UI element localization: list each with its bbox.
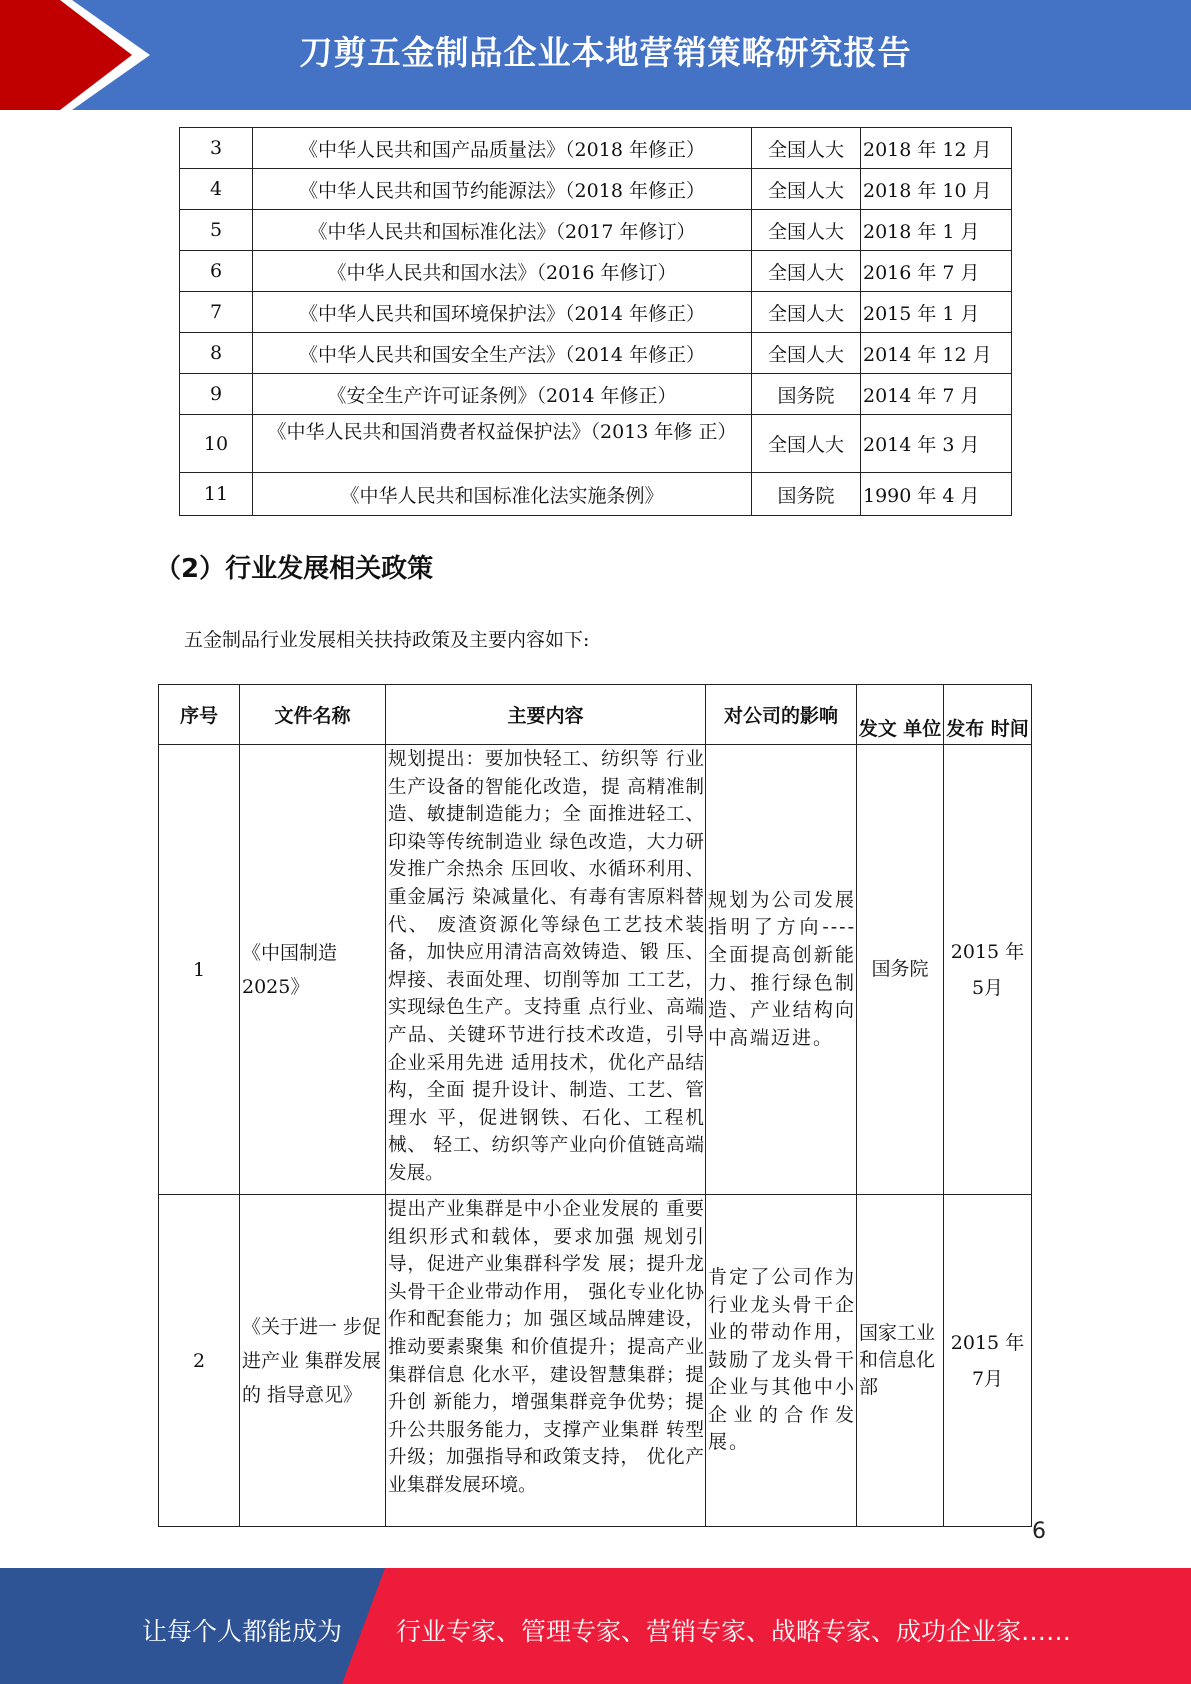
law-name: 《中华人民共和国水法》（2016 年修订）	[253, 251, 752, 292]
page-number: 6	[1032, 1519, 1046, 1544]
issuing-body: 全国人大	[752, 415, 861, 473]
issuing-body: 国务院	[752, 473, 861, 516]
footer-slogan-left: 让每个人都能成为	[142, 1617, 343, 1646]
release-date: 2015 年 7月	[944, 1195, 1032, 1527]
issuing-body: 国务院	[857, 745, 944, 1195]
law-name: 《中华人民共和国节约能源法》（2018 年修正）	[253, 169, 752, 210]
law-name: 《中华人民共和国环境保护法》（2014 年修正）	[253, 292, 752, 333]
table-row	[180, 210, 1012, 251]
table-row	[180, 473, 1012, 516]
row-number: 2	[159, 1195, 240, 1527]
effective-date: 2015 年 1 月	[861, 292, 1012, 333]
table-header-row	[159, 685, 1032, 745]
header-content: 主要内容	[386, 685, 706, 745]
header-org: 发文 单位	[857, 685, 944, 745]
law-name: 《中华人民共和国安全生产法》（2014 年修正）	[253, 333, 752, 374]
effective-date: 2018 年 10 月	[861, 169, 1012, 210]
table-row	[180, 415, 1012, 473]
policy-content: 规划提出：要加快轻工、纺织等 行业生产设备的智能化改造，提 高精准制造、敏捷制造能力；全 面推进轻工、印染等传统制造业 绿色改造，大力研发推广余热余 压回收、水循环利用、重金属污 染减量化、有毒有害原料替代、 废渣资源化等绿色工艺技术装备，加快应用清洁高效铸造、锻 压、焊接、表面处理、切削等加 工工艺，实现绿色生产。支持重 点行业、高端产品、关键环节进行技术改造，引导企业采用先进 适用技术，优化产品结构，全面 提升设计、制造、工艺、管理水 平，促进钢铁、石化、工程机械、 轻工、纺织等产业向价值链高端 发展。	[386, 745, 706, 1195]
effective-date: 2016 年 7 月	[861, 251, 1012, 292]
document-title: 刀剪五金制品企业本地营销策略研究报告	[299, 33, 912, 72]
policy-impact: 规划为公司发展指明了方向----全面提高创新能力、推行绿色制造、产业结构向中高端迈进。	[706, 745, 857, 1195]
header-name: 文件名称	[240, 685, 386, 745]
effective-date: 2014 年 3 月	[861, 415, 1012, 473]
issuing-body: 全国人大	[752, 292, 861, 333]
table-row	[180, 292, 1012, 333]
law-name: 《中华人民共和国产品质量法》（2018 年修正）	[253, 128, 752, 169]
row-number: 10	[180, 415, 253, 473]
row-number: 5	[180, 210, 253, 251]
law-table	[179, 127, 1012, 516]
row-number: 8	[180, 333, 253, 374]
issuing-body: 全国人大	[752, 251, 861, 292]
header-date: 发布 时间	[944, 685, 1032, 745]
effective-date: 2018 年 12 月	[861, 128, 1012, 169]
law-name: 《安全生产许可证条例》（2014 年修正）	[253, 374, 752, 415]
policy-table	[158, 684, 1032, 1527]
table-row	[180, 169, 1012, 210]
table-row	[159, 1195, 1032, 1527]
intro-paragraph: 五金制品行业发展相关扶持政策及主要内容如下:	[184, 629, 590, 651]
effective-date: 2014 年 7 月	[861, 374, 1012, 415]
release-date: 2015 年 5月	[944, 745, 1032, 1195]
row-number: 11	[180, 473, 253, 516]
row-number: 7	[180, 292, 253, 333]
footer-slogan-right: 行业专家、管理专家、营销专家、战略专家、成功企业家……	[396, 1617, 1072, 1646]
table-row	[180, 374, 1012, 415]
policy-content: 提出产业集群是中小企业发展的 重要组织形式和载体，要求加强 规划引导，促进产业集群科学发 展；提升龙头骨干企业带动作用， 强化专业化协作和配套能力；加 强区域品牌建设，推动要素聚集 和价值提升；提高产业集群信息 化水平，建设智慧集群；提升创 新能力，增强集群竞争优势；提 升公共服务能力，支撑产业集群 转型升级；加强指导和政策支持， 优化产业集群发展环境。	[386, 1195, 706, 1527]
policy-impact: 肯定了公司作为行业龙头骨干企业的带动作用，鼓励了龙头骨干企业与其他中小企业的合作发 展。	[706, 1195, 857, 1527]
law-name: 《中华人民共和国标准化法》（2017 年修订）	[253, 210, 752, 251]
table-row	[159, 745, 1032, 1195]
issuing-body: 国务院	[752, 374, 861, 415]
table-row	[180, 128, 1012, 169]
issuing-body: 全国人大	[752, 128, 861, 169]
row-number: 6	[180, 251, 253, 292]
table-row	[180, 251, 1012, 292]
issuing-body: 全国人大	[752, 333, 861, 374]
law-name: 《中华人民共和国标准化法实施条例》	[253, 473, 752, 516]
issuing-body: 国家工业和信息化部	[857, 1195, 944, 1527]
header-num: 序号	[159, 685, 240, 745]
section-heading: （2）行业发展相关政策	[155, 554, 434, 584]
issuing-body: 全国人大	[752, 169, 861, 210]
row-number: 4	[180, 169, 253, 210]
effective-date: 2018 年 1 月	[861, 210, 1012, 251]
effective-date: 2014 年 12 月	[861, 333, 1012, 374]
law-name: 《中华人民共和国消费者权益保护法》（2013 年修 正）	[253, 415, 752, 473]
row-number: 3	[180, 128, 253, 169]
table-row	[180, 333, 1012, 374]
header-impact: 对公司的影响	[706, 685, 857, 745]
policy-name: 《关于进一 步促进产业 集群发展的 指导意见》	[240, 1195, 386, 1527]
policy-name: 《中国制造 2025》	[240, 745, 386, 1195]
effective-date: 1990 年 4 月	[861, 473, 1012, 516]
issuing-body: 全国人大	[752, 210, 861, 251]
row-number: 9	[180, 374, 253, 415]
row-number: 1	[159, 745, 240, 1195]
